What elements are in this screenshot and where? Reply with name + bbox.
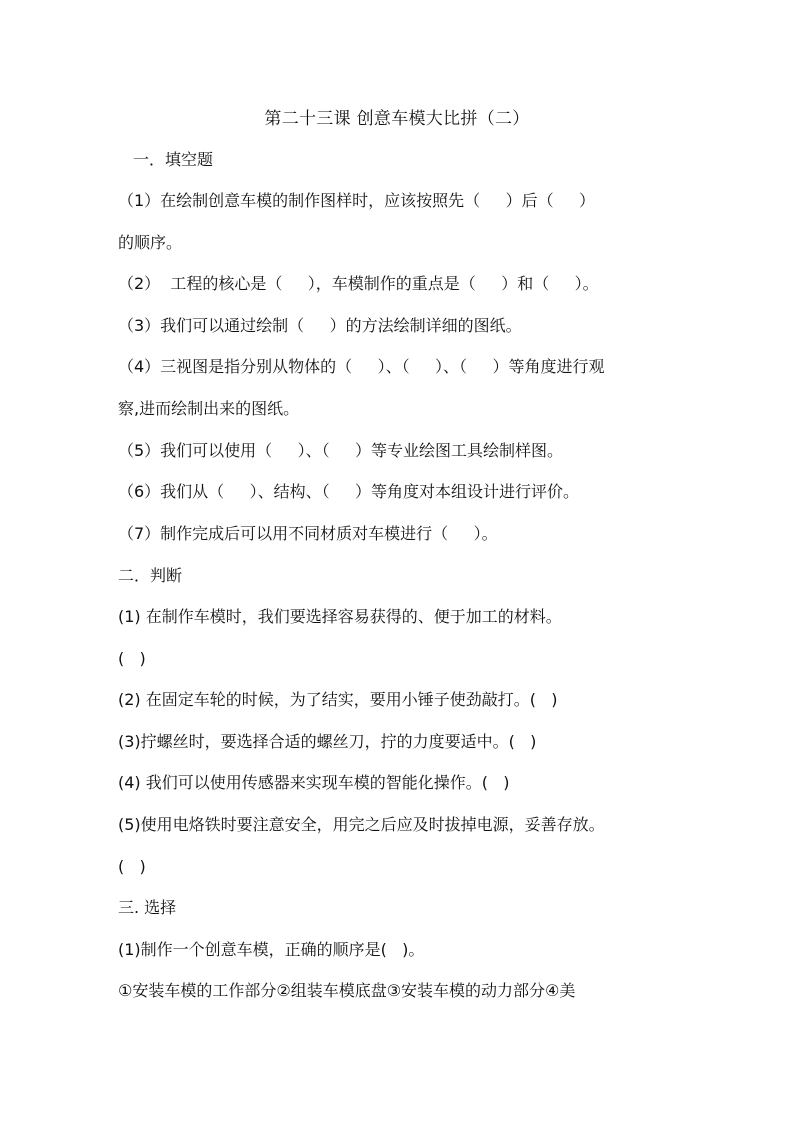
c1: (1)制作一个创意车模，正确的顺序是( )。	[118, 940, 425, 959]
j4: (4) 我们可以使用传感器来实现车模的智能化操作。( )	[118, 773, 510, 792]
q1-line1: （1）在绘制创意车模的制作图样时，应该按照先（ ）后（ ）	[118, 191, 596, 210]
q1-line2: 的顺序。	[118, 233, 183, 252]
j1-line1: (1) 在制作车模时，我们要选择容易获得的、便于加工的材料。	[118, 607, 562, 626]
section1-heading: 一．填空题	[133, 150, 214, 169]
j5-line2: ( )	[118, 857, 146, 876]
q2: （2） 工程的核心是（ ），车模制作的重点是（ ）和（ ）。	[118, 274, 599, 293]
j5-line1: (5)使用电烙铁时要注意安全，用完之后应及时拔掉电源，妥善存放。	[118, 815, 605, 834]
q4-line1: （4）三视图是指分别从物体的（ ）、（ ）、（ ）等角度进行观	[118, 357, 605, 376]
c1-options: ①安装车模的工作部分②组装车模底盘③安装车模的动力部分④美	[118, 981, 576, 1000]
q4-line2: 察,进而绘制出来的图纸。	[118, 399, 300, 418]
j1-line2: ( )	[118, 649, 146, 668]
page-title: 第二十三课 创意车模大比拼（二）	[264, 109, 530, 129]
section2-heading: 二．判断	[118, 566, 183, 585]
j2: (2) 在固定车轮的时候，为了结实，要用小锤子使劲敲打。( )	[118, 690, 558, 709]
q5: （5）我们可以使用（ ）、（ ）等专业绘图工具绘制样图。	[118, 441, 564, 460]
section3-heading: 三. 选择	[118, 898, 177, 917]
q6: （6）我们从（ ）、结构、（ ）等角度对本组设计进行评价。	[118, 482, 580, 501]
q3: （3）我们可以通过绘制（ ）的方法绘制详细的图纸。	[118, 316, 522, 335]
q7: （7）制作完成后可以用不同材质对车模进行（ ）。	[118, 524, 498, 543]
j3: (3)拧螺丝时，要选择合适的螺丝刀，拧的力度要适中。( )	[118, 732, 537, 751]
